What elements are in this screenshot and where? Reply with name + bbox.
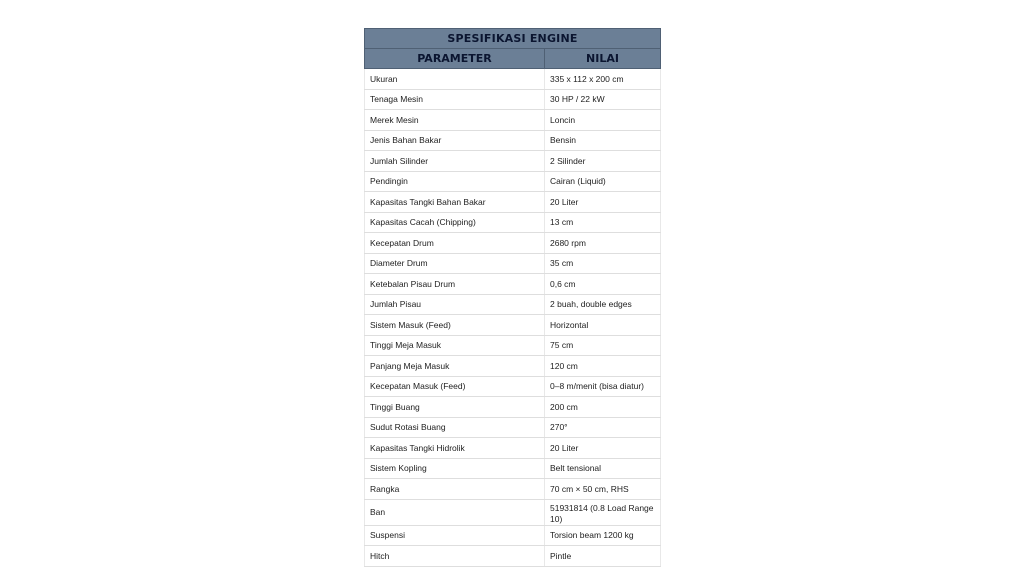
table-row (365, 376, 661, 397)
table-row (365, 417, 661, 438)
parameter-cell: Sistem Kopling (365, 458, 545, 479)
value-cell: 2680 rpm (545, 233, 661, 254)
parameter-cell: Jenis Bahan Bakar (365, 130, 545, 151)
parameter-cell: Kapasitas Tangki Hidrolik (365, 438, 545, 459)
value-cell: Pintle (545, 546, 661, 567)
parameter-cell: Sudut Rotasi Buang (365, 417, 545, 438)
table-row (365, 356, 661, 377)
table-row (365, 294, 661, 315)
parameter-cell: Hitch (365, 546, 545, 567)
title-row (365, 29, 661, 49)
value-cell: 75 cm (545, 335, 661, 356)
parameter-cell: Merek Mesin (365, 110, 545, 131)
value-cell: Horizontal (545, 315, 661, 336)
parameter-cell: Tinggi Buang (365, 397, 545, 418)
table-title: SPESIFIKASI ENGINE (365, 29, 661, 49)
parameter-cell: Ketebalan Pisau Drum (365, 274, 545, 295)
spec-table (364, 28, 661, 567)
parameter-cell: Suspensi (365, 525, 545, 546)
table-row (365, 192, 661, 213)
header-nilai: NILAI (545, 49, 661, 69)
value-cell: 30 HP / 22 kW (545, 89, 661, 110)
value-cell: Cairan (Liquid) (545, 171, 661, 192)
table-row (365, 499, 661, 525)
table-row (365, 546, 661, 567)
table-row (365, 69, 661, 90)
header-row (365, 49, 661, 69)
value-cell: 2 Silinder (545, 151, 661, 172)
parameter-cell: Pendingin (365, 171, 545, 192)
parameter-cell: Tenaga Mesin (365, 89, 545, 110)
table-row (365, 315, 661, 336)
parameter-cell: Diameter Drum (365, 253, 545, 274)
value-cell: 13 cm (545, 212, 661, 233)
parameter-cell: Ban (365, 499, 545, 525)
table-row (365, 171, 661, 192)
table-row (365, 335, 661, 356)
value-cell: Loncin (545, 110, 661, 131)
table-row (365, 130, 661, 151)
table-row (365, 253, 661, 274)
header-parameter: PARAMETER (365, 49, 545, 69)
table-row (365, 479, 661, 500)
value-cell: 2 buah, double edges (545, 294, 661, 315)
table-row (365, 110, 661, 131)
table-row (365, 438, 661, 459)
table-row (365, 274, 661, 295)
parameter-cell: Jumlah Pisau (365, 294, 545, 315)
value-cell: Belt tensional (545, 458, 661, 479)
value-cell: 51931814 (0.8 Load Range 10) (545, 499, 661, 525)
value-cell: 0–8 m/menit (bisa diatur) (545, 376, 661, 397)
table-row (365, 525, 661, 546)
value-cell: 70 cm × 50 cm, RHS (545, 479, 661, 500)
value-cell: 0,6 cm (545, 274, 661, 295)
table-row (365, 397, 661, 418)
table-row (365, 458, 661, 479)
parameter-cell: Panjang Meja Masuk (365, 356, 545, 377)
parameter-cell: Kecepatan Masuk (Feed) (365, 376, 545, 397)
parameter-cell: Rangka (365, 479, 545, 500)
table-body (365, 69, 661, 567)
table-row (365, 233, 661, 254)
parameter-cell: Sistem Masuk (Feed) (365, 315, 545, 336)
table-row (365, 89, 661, 110)
value-cell: 35 cm (545, 253, 661, 274)
value-cell: Torsion beam 1200 kg (545, 525, 661, 546)
value-cell: 120 cm (545, 356, 661, 377)
parameter-cell: Jumlah Silinder (365, 151, 545, 172)
value-cell: Bensin (545, 130, 661, 151)
value-cell: 20 Liter (545, 438, 661, 459)
parameter-cell: Tinggi Meja Masuk (365, 335, 545, 356)
parameter-cell: Kapasitas Cacah (Chipping) (365, 212, 545, 233)
table-row (365, 212, 661, 233)
parameter-cell: Kecepatan Drum (365, 233, 545, 254)
parameter-cell: Ukuran (365, 69, 545, 90)
value-cell: 335 x 112 x 200 cm (545, 69, 661, 90)
table-row (365, 151, 661, 172)
value-cell: 20 Liter (545, 192, 661, 213)
value-cell: 200 cm (545, 397, 661, 418)
value-cell: 270° (545, 417, 661, 438)
parameter-cell: Kapasitas Tangki Bahan Bakar (365, 192, 545, 213)
